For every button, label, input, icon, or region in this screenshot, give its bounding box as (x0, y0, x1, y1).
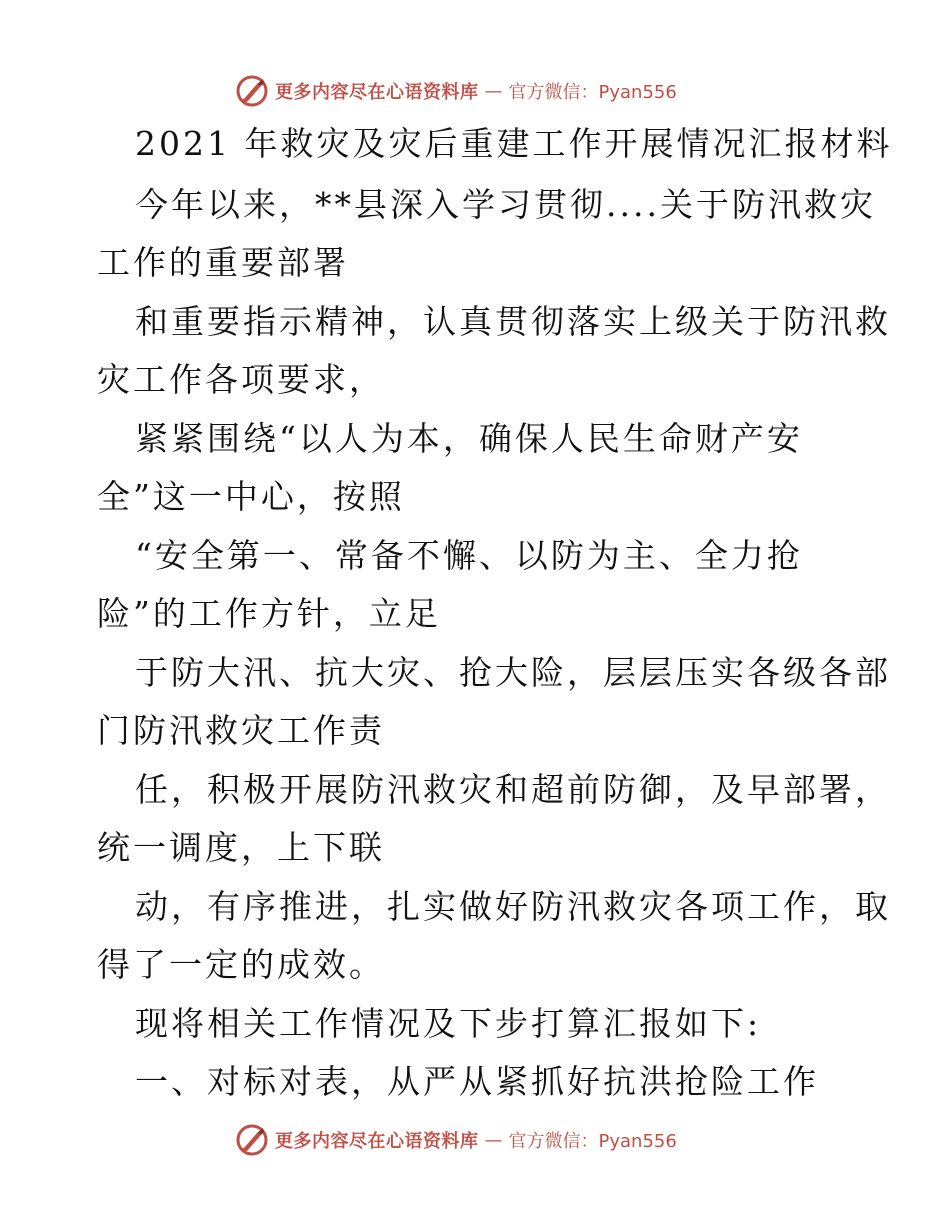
paragraph-line: 得了一定的成效。 (97, 945, 385, 984)
paragraph-line: 和重要指示精神，认真贯彻落实上级关于防汛救 (135, 302, 891, 341)
watermark-site-text: 更多内容尽在心语资料库 (275, 82, 479, 103)
paragraph-line: 现将相关工作情况及下步打算汇报如下: (135, 1004, 762, 1043)
paragraph-line: 险”的工作方针，立足 (97, 594, 441, 633)
paragraph-line: “安全第一、常备不懈、以防为主、全力抢 (135, 536, 803, 575)
paragraph-line: 统一调度，上下联 (97, 828, 385, 867)
paragraph-line: 紧紧围绕“以人为本，确保人民生命财产安 (135, 419, 803, 458)
section-heading: 一、对标对表，从严从紧抓好抗洪抢险工作 (135, 1062, 819, 1101)
document-title: 2021 年救灾及灾后重建工作开展情况汇报材料 (135, 124, 893, 163)
paragraph-line: 于防大汛、抗大灾、抢大险，层层压实各级各部 (135, 653, 891, 692)
paragraph-line: 工作的重要部署 (97, 243, 349, 282)
paragraph-line: 今年以来，**县深入学习贯彻....关于防汛救灾 (135, 185, 876, 224)
paragraph-line: 动，有序推进，扎实做好防汛救灾各项工作，取 (135, 887, 891, 926)
quill-pen-logo-icon (235, 74, 269, 108)
footer-watermark (235, 1121, 677, 1159)
header-watermark (235, 72, 677, 110)
paragraph-line: 灾工作各项要求， (97, 360, 385, 399)
watermark-separator: — (484, 80, 503, 102)
watermark-site-text: 更多内容尽在心语资料库 (275, 1131, 479, 1152)
watermark-account-text: 官方微信：Pyan556 (508, 1131, 677, 1152)
paragraph-line: 全”这一中心，按照 (97, 477, 405, 516)
paragraph-line: 门防汛救灾工作责 (97, 711, 385, 750)
paragraph-line: 任，积极开展防汛救灾和超前防御，及早部署， (135, 770, 891, 809)
watermark-separator: — (484, 1129, 503, 1151)
quill-pen-logo-icon (235, 1123, 269, 1157)
watermark-account-text: 官方微信：Pyan556 (508, 82, 677, 103)
